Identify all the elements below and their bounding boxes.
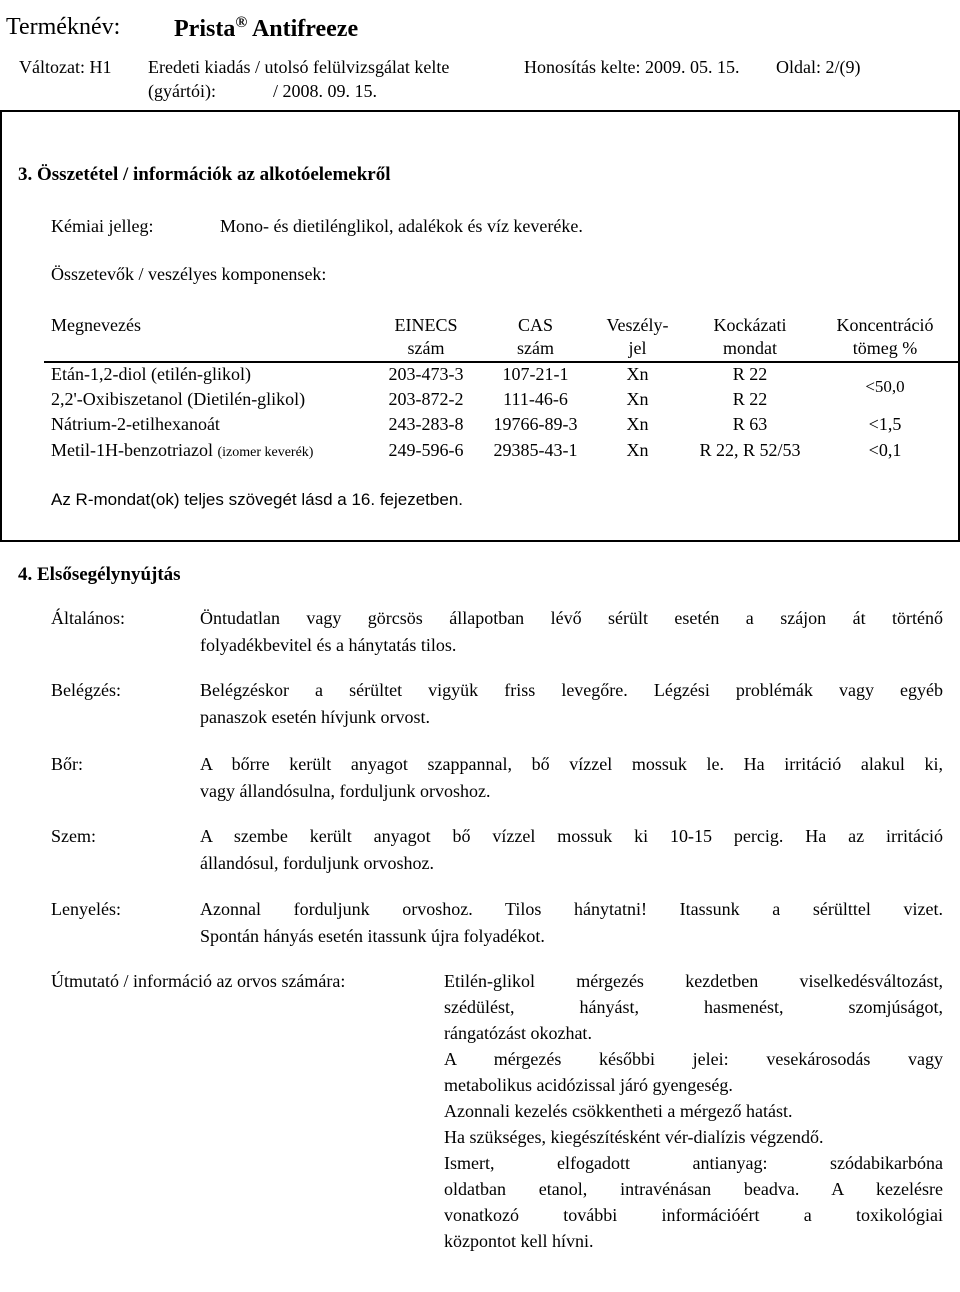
- col-conc-header: Koncentráció tömeg %: [836, 315, 934, 358]
- col-einecs-header: EINECS szám: [394, 315, 458, 358]
- row-name-note: (izomer keverék): [217, 445, 314, 460]
- row-cas: 29385-43-1: [493, 440, 578, 460]
- header-divider: [0, 110, 960, 112]
- first-aid-label-inhalation: Belégzés:: [51, 680, 121, 700]
- doctor-info-line: vonatkozó további információért a toxikológiai: [444, 1205, 943, 1225]
- row-symbol: Xn: [626, 389, 649, 409]
- issue-label: Eredeti kiadás / utolsó felülvizsgálat kelte: [148, 57, 450, 77]
- doctor-info-line: központot kell hívni.: [444, 1231, 594, 1251]
- product-name-main: Prista: [174, 16, 236, 42]
- table-row: [51, 389, 305, 410]
- row-risk: R 22: [732, 364, 768, 384]
- first-aid-text-ingestion-line2: Spontán hányás esetén itassunk újra folyadékot.: [200, 926, 545, 946]
- doctor-info-line: Azonnali kezelés csökkentheti a mérgező hatást.: [444, 1101, 793, 1121]
- section3-bottom-border: [0, 540, 960, 542]
- doctor-info-line: metabolikus acidózissal járó gyengeség.: [444, 1075, 733, 1095]
- doctor-info-line: Ismert, elfogadott antianyag: szódabikarbóna: [444, 1153, 943, 1173]
- col-name-header: Megnevezés: [51, 315, 141, 335]
- doctor-info-line: Etilén-glikol mérgezés kezdetben viselkedésváltozást,: [444, 971, 943, 991]
- doctor-info-label: Útmutató / információ az orvos számára:: [51, 971, 346, 991]
- first-aid-text-skin-line2: vagy állandósulna, forduljunk orvoshoz.: [200, 781, 491, 801]
- product-name: [174, 14, 358, 43]
- doctor-info-line: A mérgezés későbbi jelei: vesekárosodás vagy: [444, 1049, 943, 1069]
- first-aid-text-eye-line1: A szembe került anyagot bő vízzel mossuk ki 10-15 percig. Ha az irritáció: [200, 826, 943, 846]
- first-aid-text-general-line2: folyadékbevitel és a hánytatás tilos.: [200, 635, 457, 655]
- row-einecs: 243-283-8: [388, 414, 464, 434]
- merged-concentration: <50,0: [865, 377, 905, 396]
- row-symbol: Xn: [626, 364, 649, 384]
- section3-title: 3. Összetétel / információk az alkotóelemekről: [18, 164, 391, 185]
- row-name: Metil-1H-benzotriazol: [51, 440, 213, 460]
- doctor-info-line: oldatban etanol, intravénásan beadva. A kezelésre: [444, 1179, 943, 1199]
- first-aid-text-inhalation-line2: panaszok esetén hívjunk orvost.: [200, 707, 430, 727]
- table-row: [51, 364, 251, 385]
- first-aid-text-skin-line1: A bőrre került anyagot szappannal, bő vízzel mossuk le. Ha irritáció alakul ki,: [200, 754, 943, 774]
- row-cas: 111-46-6: [503, 389, 568, 409]
- row-einecs: 203-473-3: [388, 364, 464, 384]
- version: Változat: H1: [19, 57, 112, 77]
- first-aid-label-skin: Bőr:: [51, 754, 84, 774]
- product-label: Terméknév:: [6, 14, 121, 40]
- first-aid-text-eye-line2: állandósul, forduljunk orvoshoz.: [200, 853, 434, 873]
- section4-title: 4. Elsősegélynyújtás: [18, 564, 181, 585]
- row-einecs: 203-872-2: [388, 389, 464, 409]
- issue-label-cont: (gyártói):: [148, 81, 216, 101]
- row-einecs: 249-596-6: [388, 440, 464, 460]
- col-risk-header: Kockázati mondat: [713, 315, 787, 358]
- row-symbol: Xn: [626, 414, 649, 434]
- first-aid-label-eye: Szem:: [51, 826, 96, 846]
- first-aid-text-inhalation-line1: Belégzéskor a sérültet vigyük friss levegőre. Légzési problémák vagy egyéb: [200, 680, 943, 700]
- doctor-info-text: [444, 971, 943, 1257]
- row-name: 2,2'-Oxibiszetanol (Dietilén-glikol): [51, 389, 306, 409]
- row-symbol: Xn: [626, 440, 649, 460]
- components-label: Összetevők / veszélyes komponensek:: [51, 264, 327, 284]
- row-risk: R 63: [732, 414, 768, 434]
- frame-right: [958, 110, 960, 541]
- first-aid-text-ingestion-line1: Azonnal forduljunk orvoshoz. Tilos hánytatni! Itassunk a sérülttel vizet.: [200, 899, 943, 919]
- first-aid-label-general: Általános:: [51, 608, 125, 628]
- table-row: [51, 440, 313, 461]
- frame-left: [0, 110, 2, 541]
- page-number: Oldal: 2/(9): [776, 57, 861, 77]
- row-risk: R 22, R 52/53: [699, 440, 801, 460]
- product-name-suffix: Antifreeze: [251, 16, 359, 42]
- chem-value: Mono- és dietilénglikol, adalékok és víz keveréke.: [220, 216, 583, 236]
- first-aid-text-general-line1: Öntudatlan vagy görcsös állapotban lévő sérült esetén a szájon át történő: [200, 608, 943, 628]
- row-risk: R 22: [732, 389, 768, 409]
- table-header-rule: [44, 361, 960, 363]
- col-cas-header: CAS szám: [517, 315, 554, 358]
- table-row: [51, 414, 220, 435]
- row-concentration: <0,1: [868, 440, 902, 460]
- row-name: Nátrium-2-etilhexanoát: [51, 414, 220, 434]
- row-cas: 107-21-1: [502, 364, 569, 384]
- localization-date: Honosítás kelte: 2009. 05. 15.: [524, 57, 740, 77]
- registered-mark: ®: [235, 14, 248, 31]
- row-cas: 19766-89-3: [493, 414, 578, 434]
- doctor-info-line: rángatózást okozhat.: [444, 1023, 592, 1043]
- row-name: Etán-1,2-diol (etilén-glikol): [51, 364, 251, 384]
- doctor-info-line: szédülést, hányást, hasmenést, szomjúságot,: [444, 997, 943, 1017]
- first-aid-label-ingestion: Lenyelés:: [51, 899, 121, 919]
- doctor-info-line: Ha szükséges, kiegészítésként vér-dialízis végzendő.: [444, 1127, 824, 1147]
- chem-label: Kémiai jelleg:: [51, 216, 154, 236]
- col-symbol-header: Veszély- jel: [606, 315, 669, 358]
- row-concentration: <1,5: [868, 414, 902, 434]
- r-phrase-note: Az R-mondat(ok) teljes szövegét lásd a 16. fejezetben.: [51, 490, 463, 509]
- issue-date: / 2008. 09. 15.: [273, 81, 378, 101]
